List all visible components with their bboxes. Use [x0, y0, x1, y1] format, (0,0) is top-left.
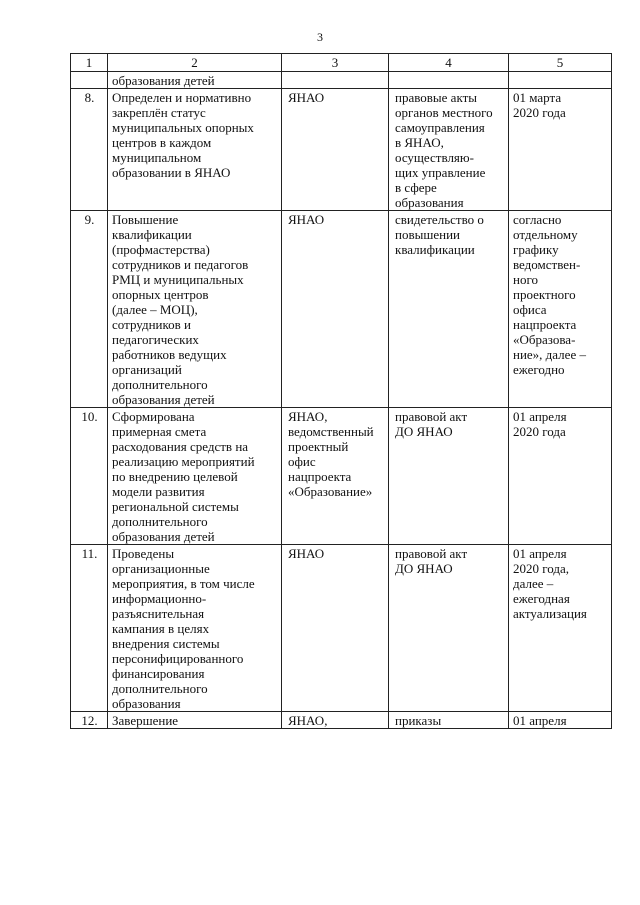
deadline-cell: согласно отдельному графику ведомствен- ного проектного офиса нацпроекта «Образова- ние», далее – ежегодно — [509, 211, 612, 408]
activity-cell: Завершение — [108, 712, 282, 729]
responsible-cell: ЯНАО, ведомственный проектный офис нацпроекта «Образование» — [282, 408, 389, 545]
table-row — [71, 408, 612, 545]
activity-cell: Сформирована примерная смета расходования средств на реализацию мероприятий по внедрению целевой модели развития региональной системы дополнительного образования детей — [108, 408, 282, 545]
header-col-4: 4 — [389, 54, 509, 72]
table-header-row — [71, 54, 612, 72]
deadline-cell: 01 апреля 2020 года — [509, 408, 612, 545]
row-number: 11. — [71, 545, 108, 712]
header-col-1: 1 — [71, 54, 108, 72]
header-col-3: 3 — [282, 54, 389, 72]
row-number: 8. — [71, 89, 108, 211]
responsible-cell: ЯНАО — [282, 89, 389, 211]
table-row — [71, 89, 612, 211]
deadline-cell: 01 апреля 2020 года, далее – ежегодная актуализация — [509, 545, 612, 712]
continuation-cell-4 — [389, 72, 509, 89]
continuation-row — [71, 72, 612, 89]
row-number: 10. — [71, 408, 108, 545]
responsible-cell: ЯНАО, — [282, 712, 389, 729]
row-number: 12. — [71, 712, 108, 729]
activities-table — [70, 53, 612, 729]
row-number: 9. — [71, 211, 108, 408]
responsible-cell: ЯНАО — [282, 211, 389, 408]
header-col-2: 2 — [108, 54, 282, 72]
deadline-cell: 01 марта 2020 года — [509, 89, 612, 211]
activity-cell: Проведены организационные мероприятия, в том числе информационно- разъяснительная кампания в целях внедрения системы персонифицированного финансирования дополнительного образования — [108, 545, 282, 712]
document-cell: правовой акт ДО ЯНАО — [389, 408, 509, 545]
continuation-num-cell — [71, 72, 108, 89]
activity-cell: Повышение квалификации (профмастерства) сотрудников и педагогов РМЦ и муниципальных опорных центров (далее – МОЦ), сотрудников и педагогических работников ведущих организаций дополнительного образования детей — [108, 211, 282, 408]
continuation-cell-5 — [509, 72, 612, 89]
document-cell: правовой акт ДО ЯНАО — [389, 545, 509, 712]
activity-cell: Определен и нормативно закреплён статус муниципальных опорных центров в каждом муниципальном образовании в ЯНАО — [108, 89, 282, 211]
deadline-cell: 01 апреля — [509, 712, 612, 729]
responsible-cell: ЯНАО — [282, 545, 389, 712]
table-row — [71, 712, 612, 729]
table-row — [71, 545, 612, 712]
continuation-cell-3 — [282, 72, 389, 89]
document-cell: свидетельство о повышении квалификации — [389, 211, 509, 408]
document-cell: правовые акты органов местного самоуправления в ЯНАО, осуществляю- щих управление в сфере образования — [389, 89, 509, 211]
page-number: 3 — [317, 30, 323, 44]
document-cell: приказы — [389, 712, 509, 729]
header-col-5: 5 — [509, 54, 612, 72]
continuation-text: образования детей — [108, 72, 282, 89]
table-row — [71, 211, 612, 408]
